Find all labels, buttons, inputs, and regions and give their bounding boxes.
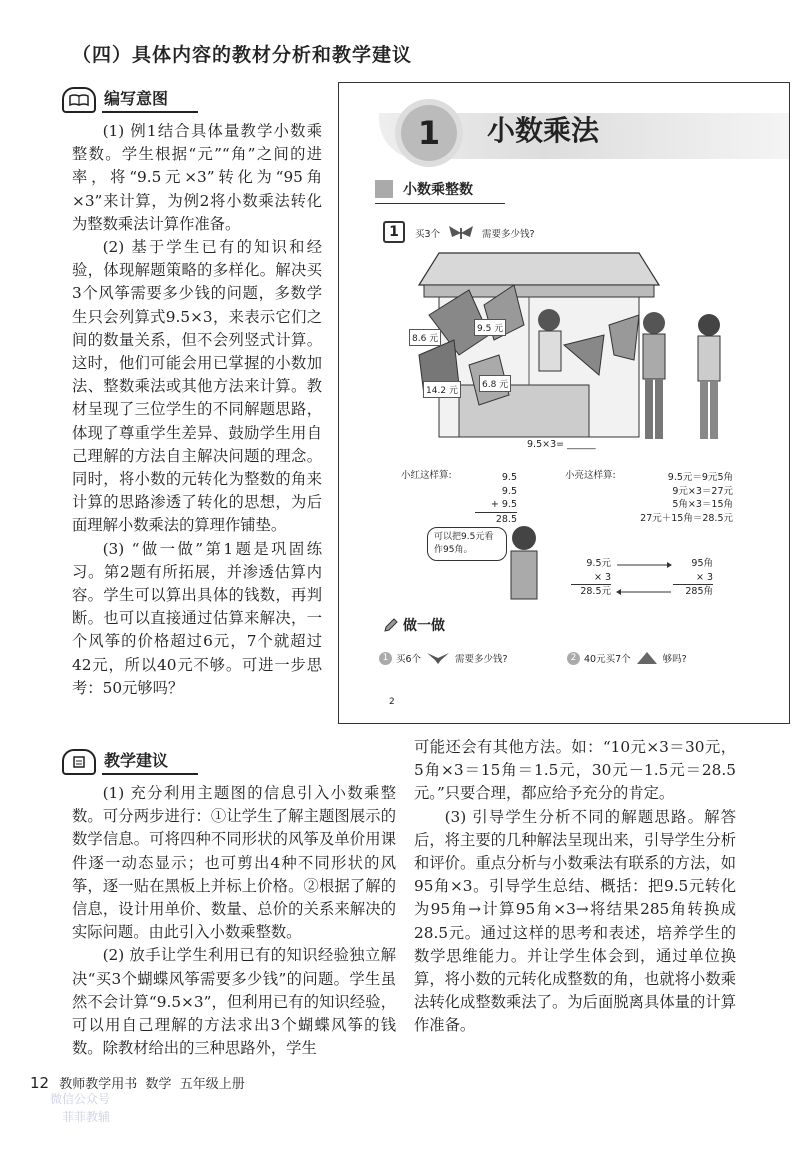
- speech-bubble: 可以把9.5元看作95角。: [427, 527, 507, 561]
- suggestion-header: [62, 748, 198, 775]
- textbook-page-number: 2: [389, 697, 395, 707]
- subheading-underline: [375, 203, 505, 204]
- swallow-kite-icon: [425, 651, 451, 665]
- footer-page-number: 12: [30, 1074, 50, 1092]
- example-question: [415, 225, 535, 241]
- third-line-2: 9元×3＝27元: [672, 485, 733, 497]
- third-line-3: 5角×3＝15角: [672, 499, 733, 510]
- suggestion-paragraph-3: (3) 引导学生分析不同的解题思路。解答后，将主要的几种解法呈现出来，引导学生分析和评价。重点分析与小数乘法有联系的方法，如95角×3。引导学生总结、概括：把9.5元转化为95角→计算95角×3→将结果285角转换成28.5元。通过这样的思考和表述，培养学生的数学思维能力。并让学生体会到，通过单位换算，将小数的元转化成整数的角，也就将小数乘法转化成整数乘法了。为后面脱离具体量的计算作准备。: [414, 807, 736, 1035]
- third-line-1: 9.5元＝9元5角: [667, 472, 733, 483]
- practice-1-pre: 买6个: [396, 654, 422, 665]
- xiaoliang-label: 小亮这样算:: [565, 470, 616, 481]
- xiaohong-line-2: 9.5: [501, 485, 517, 497]
- convert-arrows: [615, 559, 673, 599]
- intent-body: [72, 120, 322, 700]
- practice-2-post: 够吗?: [662, 654, 687, 665]
- xiaohong-line-4: 28.5: [495, 513, 517, 525]
- student-with-bubble: [499, 523, 549, 603]
- convert-right-2: × 3: [673, 571, 713, 586]
- suggestion-header-label: 教学建议: [102, 748, 198, 775]
- suggestion-continuation: 可能还会有其他方法。如：“10元×3＝30元，5角×3＝15角＝1.5元，30元－1.5元＝28.5元。”只要合理，都应给予充分的肯定。: [414, 738, 736, 803]
- practice-2-pre: 40元买7个: [584, 654, 631, 665]
- third-method-calc: [637, 471, 733, 525]
- note-icon: [62, 749, 96, 775]
- intent-header-label: 编写意图: [102, 86, 198, 113]
- intent-paragraph-3: (3) “做一做”第1题是巩固练习。第2题有所拓展，并渗透估算内容。学生可以算出具体的钱数，再判断。也可以直接通过估算来解决，一个风筝的价格超过6元，7个就超过42元，所以40元不够。可进一步思考：50元够吗？: [72, 539, 322, 697]
- xiaohong-calc: [475, 471, 517, 526]
- suggestion-paragraph-2: (2) 放手让学生利用已有的知识经验独立解决“买3个蝴蝶风筝需要多少钱”的问题。学生虽然不会计算“9.5×3”，但利用已有的知识经验，可以用自己理解的方法求出3个蝴蝶风筝的钱数。除教材给出的三种思路外，学生: [72, 946, 396, 1058]
- students-illustration: [629, 303, 739, 453]
- price-tag-3: 14.2 元: [423, 381, 461, 398]
- subheading: [375, 179, 473, 199]
- convert-left: [571, 557, 611, 599]
- practice-header-label: 做一做: [403, 618, 445, 634]
- footer-book-title: 教师教学用书 数学 五年级上册: [59, 1077, 245, 1092]
- watermark-line-2: 菲菲教辅: [62, 1110, 111, 1124]
- watermark-line-1: 微信公众号: [50, 1092, 111, 1106]
- convert-right: [673, 557, 713, 599]
- price-tag-1: 8.6 元: [409, 329, 441, 346]
- convert-left-1: 9.5元: [586, 558, 611, 569]
- bookmark-icon: [375, 180, 393, 198]
- practice-item-1: [379, 651, 508, 665]
- chapter-title: 小数乘法: [487, 114, 600, 147]
- convert-right-1: 95角: [691, 558, 713, 569]
- practice-header: [383, 615, 445, 635]
- watermark: [50, 1090, 110, 1126]
- butterfly-kite-icon: [446, 225, 476, 241]
- price-tag-4: 6.8 元: [479, 375, 511, 392]
- intent-paragraph-1: (1) 例1结合具体量教学小数乘整数。学生根据“元”“角”之间的进率，将“9.5元×3”转化为“95角×3”来计算，为例2将小数乘法转化为整数乘法计算作准备。: [72, 122, 322, 233]
- suggestion-right-column: [414, 736, 736, 1038]
- practice-num-1: 1: [379, 652, 392, 665]
- practice-1-post: 需要多少钱?: [455, 654, 508, 665]
- xiaohong-line-3: + 9.5: [475, 498, 517, 513]
- suggestion-left-column: [72, 782, 396, 1060]
- practice-item-2: [567, 651, 687, 665]
- question-suffix: 需要多少钱?: [482, 229, 535, 240]
- textbook-page: [338, 82, 790, 724]
- third-line-4: 27元＋15角＝28.5元: [640, 512, 733, 524]
- convert-right-3: 285角: [685, 586, 713, 597]
- xiaohong-label: 小红这样算:: [401, 470, 452, 481]
- footer: [30, 1073, 245, 1092]
- question-prefix: 买3个: [415, 229, 441, 240]
- pencil-icon: [383, 617, 399, 633]
- example-number: 1: [383, 221, 405, 243]
- section-title: （四）具体内容的教材分析和教学建议: [72, 44, 413, 66]
- subheading-label: 小数乘整数: [403, 182, 473, 198]
- convert-left-3: 28.5元: [580, 586, 611, 597]
- xiaohong-line-1: 9.5: [501, 472, 517, 483]
- main-equation: 9.5×3= ______: [527, 439, 596, 450]
- book-icon: [62, 87, 96, 113]
- convert-left-2: × 3: [571, 571, 611, 586]
- triangle-kite-icon: [635, 651, 659, 665]
- practice-num-2: 2: [567, 652, 580, 665]
- chapter-number: 1: [401, 105, 457, 161]
- intent-paragraph-2: (2) 基于学生已有的知识和经验，体现解题策略的多样化。解决买3个风筝需要多少钱的问题，多数学生只会列算式9.5×3，来表示它们之间的数量关系，但不会列竖式计算。这时，他们可能会用已掌握的小数加法、整数乘法或其他方法来计算。教材呈现了三位学生的不同解题思路，体现了尊重学生差异、鼓励学生用自己理解的方法自主解决问题的理念。同时，将小数的元转化为整数的角来计算的思路渗透了转化的思想，为后面理解小数乘法的算理作铺垫。: [72, 238, 322, 535]
- suggestion-paragraph-1: (1) 充分利用主题图的信息引入小数乘整数。可分两步进行：①让学生了解主题图展示的数学信息。可将四种不同形状的风筝及单价用课件逐一动态显示；也可剪出4种不同形状的风筝，逐一贴在黑板上并标上价格。②根据了解的信息，设计用单价、数量、总价的关系来解决的实际问题。由此引入小数乘整数。: [72, 784, 396, 942]
- price-tag-2: 9.5 元: [474, 319, 506, 336]
- intent-header: [62, 86, 198, 113]
